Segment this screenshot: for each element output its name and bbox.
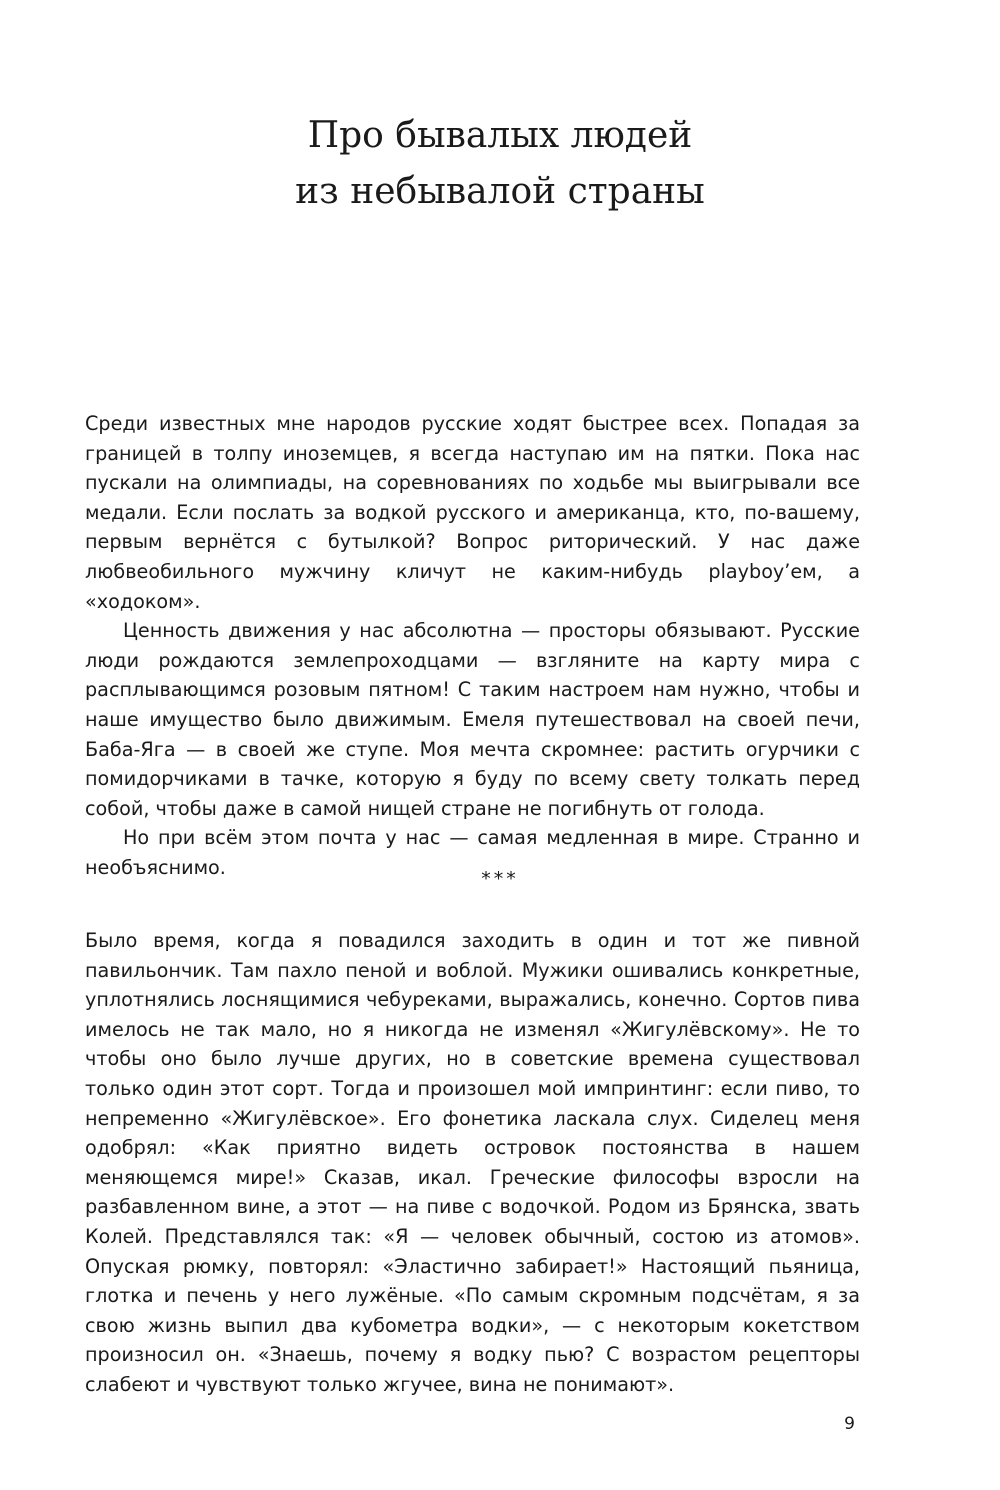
chapter-title: [0, 108, 1000, 220]
paragraph: Ценность движения у нас абсолютна — просторы обязывают. Русские люди рождаются землепроходцами — взгляните на карту мира с расплывающимся розовым пятном! С таким настроем нам нужно, чтобы и наше имущество было движимым. Емеля путешествовал на своей печи, Баба-Яга — в своей же ступе. Моя мечта скромнее: растить огурчики с помидорчиками в тачке, которую я буду по всему свету толкать перед собой, чтобы даже в самой нищей стране не погибнуть от голода.: [85, 619, 860, 820]
chapter-title-line-1: Про бывалых людей: [307, 115, 693, 156]
paragraph: Было время, когда я повадился заходить в один и тот же пивной павильончик. Там пахло пеной и воблой. Мужики ошивались конкретные, уплотнялись лоснящимися чебуреками, выражались, конечно. Сортов пива имелось не так мало, но я никогда не изменял «Жигулёвскому». Не то чтобы оно было лучше других, но в советские времена существовал только один этот сорт. Тогда и произошел мой импринтинг: если пиво, то непременно «Жигулёвское». Его фонетика ласкала слух. Сиделец меня одобрял: «Как приятно видеть островок постоянства в нашем меняющемся мире!» Сказав, икал. Греческие философы взросли на разбавленном вине, а этот — на пиве с водочкой. Родом из Брянска, звать Колей. Представлялся так: «Я — человек обычный, состою из атомов». Опуская рюмку, повторял: «Эластично забирает!» Настоящий пьяница, глотка и печень у него лужёные. «По самым скромным подсчётам, я за свою жизнь выпил два кубометра водки», — с некоторым кокетством произносил он. «Знаешь, почему я водку пью? С возрастом рецепторы слабеют и чувствуют только жгучее, вина не понимают».: [85, 929, 860, 1396]
page-number: 9: [844, 1414, 855, 1434]
section-1: [85, 409, 860, 883]
paragraph: Но при всём этом почта у нас — самая медленная в мире. Странно и необъяснимо.: [85, 826, 860, 879]
section-separator: ***: [481, 868, 519, 890]
paragraph: Среди известных мне народов русские ходят быстрее всех. Попадая за границей в толпу иноземцев, я всегда наступаю им на пятки. Пока нас пускали на олимпиады, на соревнованиях по ходьбе мы выигрывали все медали. Если послать за водкой русского и американца, кто, по-вашему, первым вернётся с бутылкой? Вопрос риторический. У нас даже любвеобильного мужчину кличут не каким-нибудь playboy’ем, а «ходоком».: [85, 412, 860, 613]
section-2: [85, 926, 860, 1400]
chapter-title-line-2: из небывалой страны: [295, 171, 705, 212]
